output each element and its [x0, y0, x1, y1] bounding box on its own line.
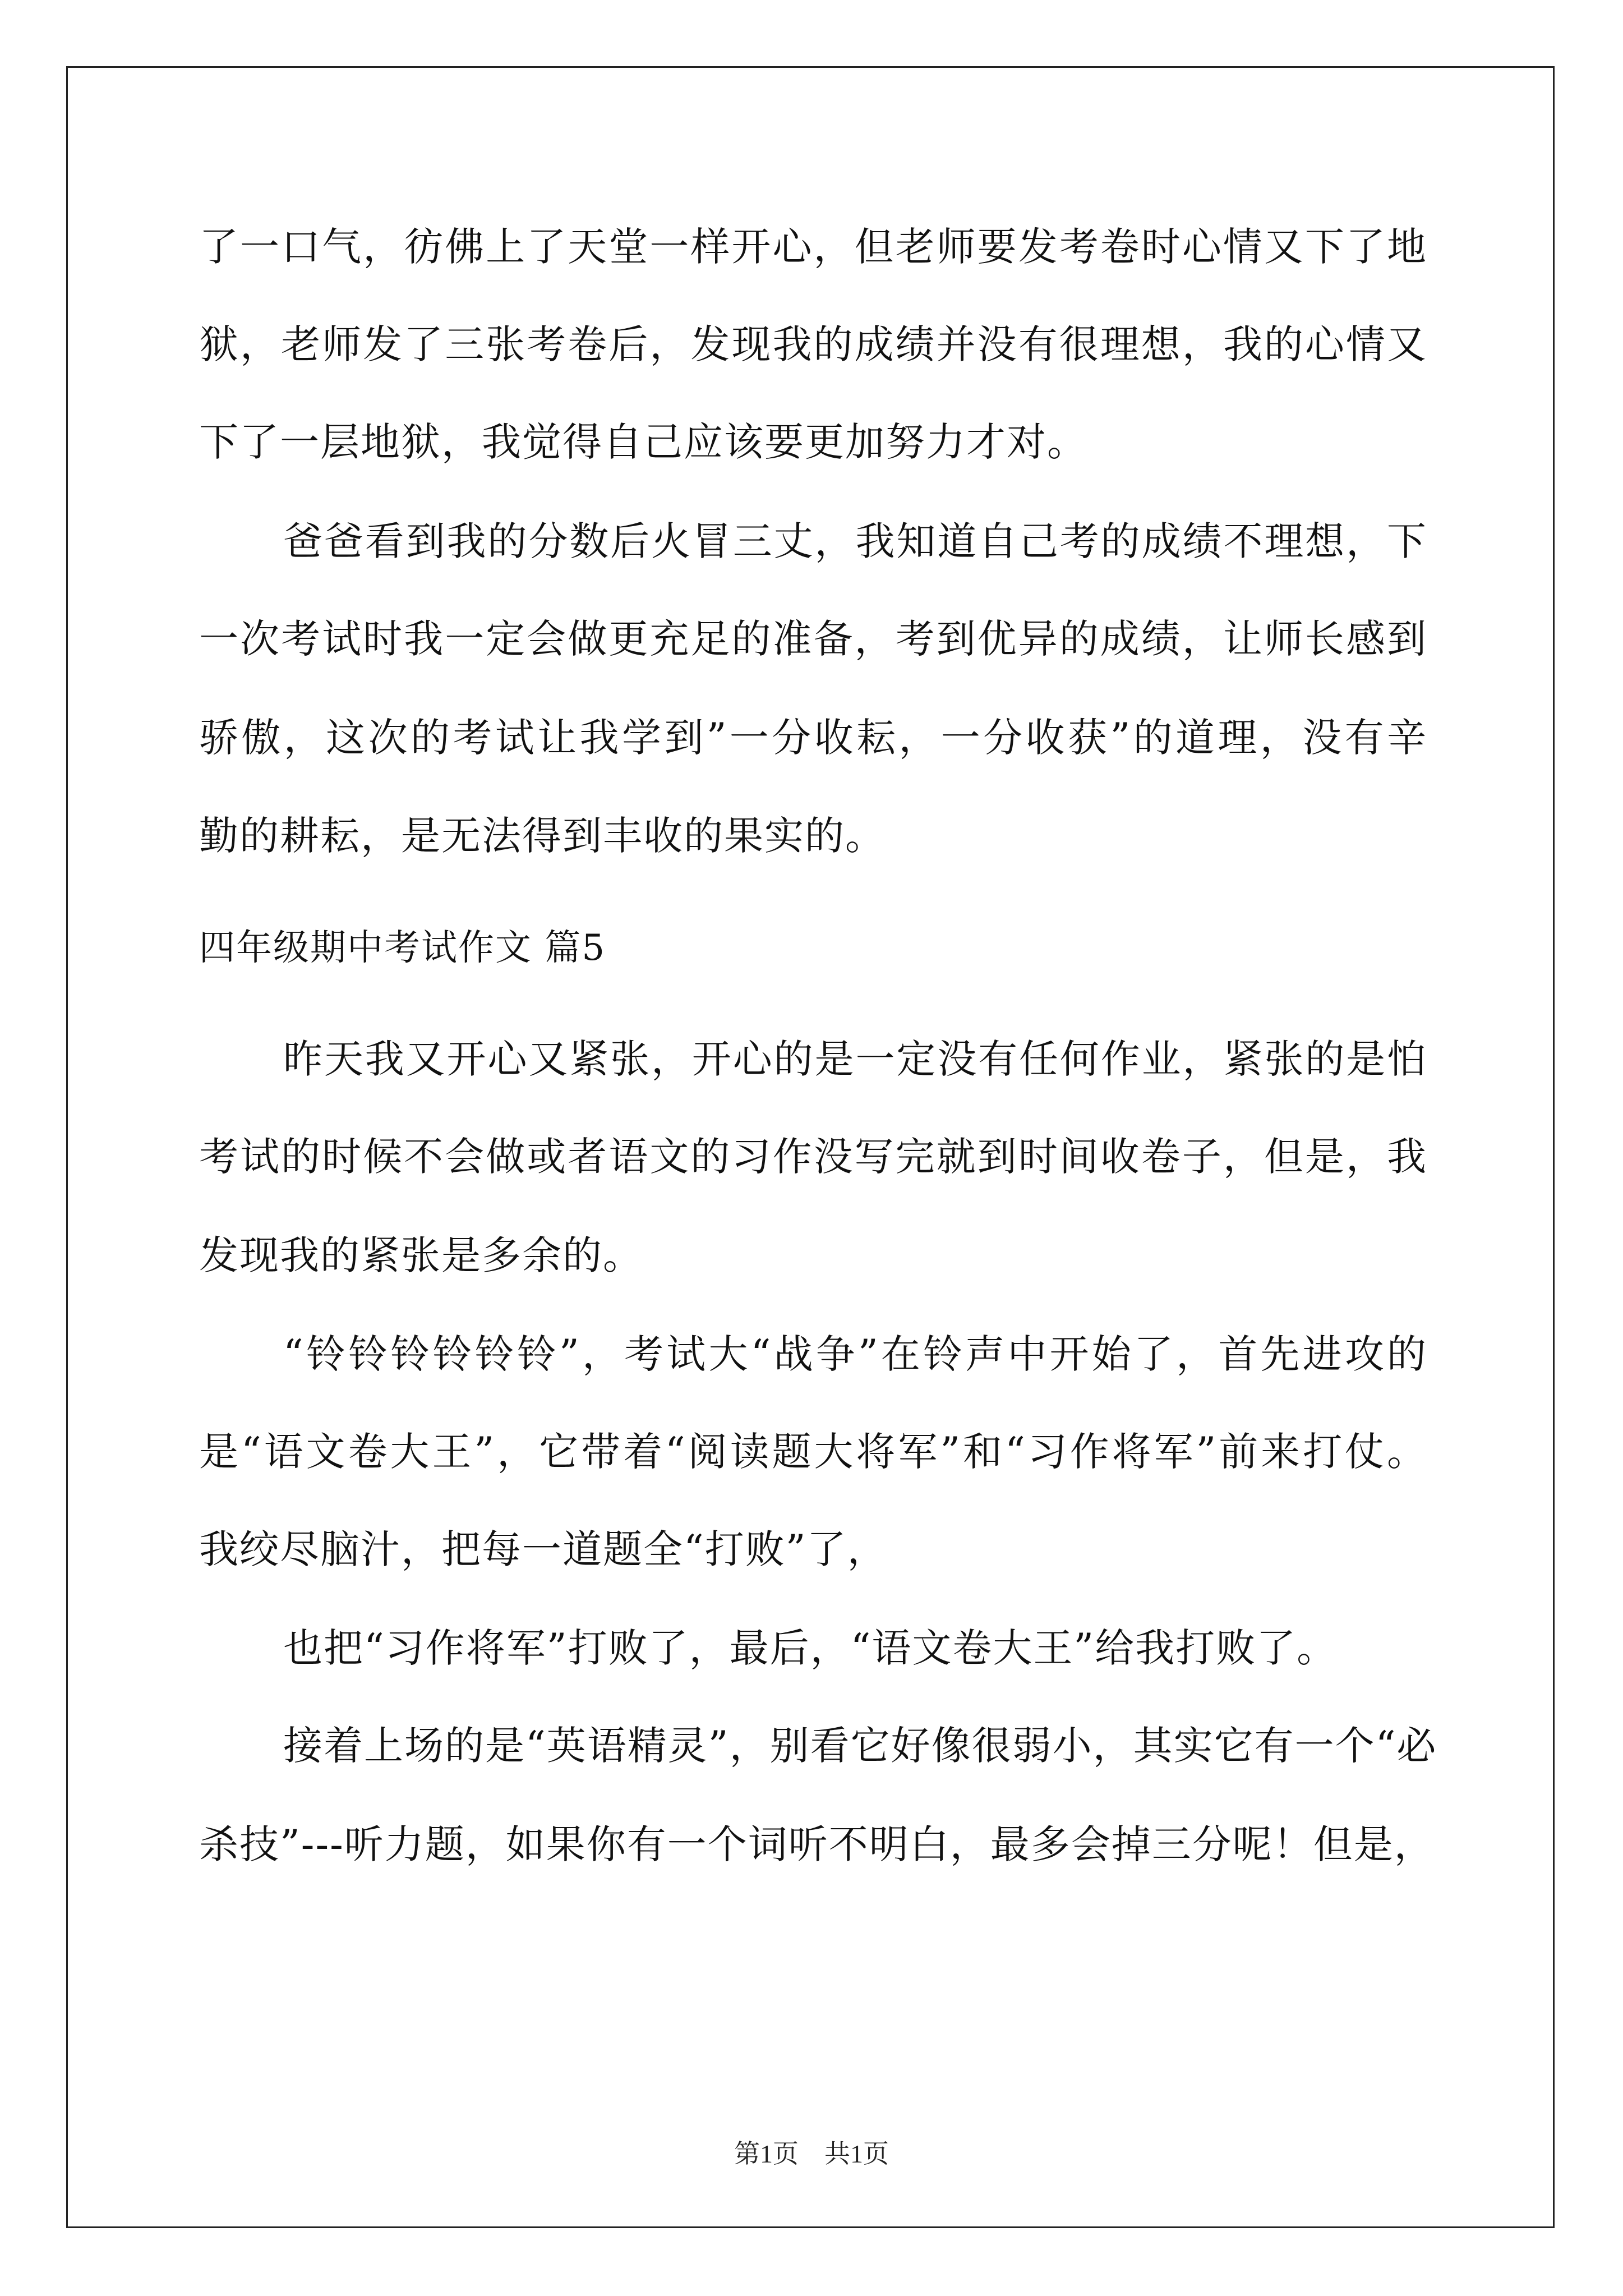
page-footer: [0, 2137, 1623, 2171]
text-line: 勤的耕耘，是无法得到丰收的果实的。: [199, 813, 886, 859]
text-line: 了一口气，彷佛上了天堂一样开心，但老师要发考卷时心情又下了地: [199, 224, 1427, 270]
text-line: 考试的时候不会做或者语文的习作没写完就到时间收卷子，但是，我: [199, 1134, 1427, 1180]
text-line: 下了一层地狱，我觉得自己应该要更加努力才对。: [199, 419, 1087, 465]
paragraph-first-line: 爸爸看到我的分数后火冒三丈，我知道自己考的成绩不理想，下: [283, 518, 1427, 564]
page-total: 共1页: [824, 2139, 889, 2168]
paragraph-first-line: 接着上场的是“英语精灵”，别看它好像很弱小，其实它有一个“必: [283, 1723, 1437, 1769]
page-number: 第1页: [734, 2139, 799, 2168]
section-heading: 四年级期中考试作文 篇5: [199, 927, 606, 969]
paragraph-first-line: 也把“习作将军”打败了，最后，“语文卷大王”给我打败了。: [283, 1625, 1338, 1671]
text-line: 一次考试时我一定会做更充足的准备，考到优异的成绩，让师长感到: [199, 616, 1427, 662]
text-line: 是“语文卷大王”，它带着“阅读题大将军”和“习作将军”前来打仗。: [199, 1429, 1427, 1475]
paragraph-first-line: “铃铃铃铃铃铃”，考试大“战争”在铃声中开始了，首先进攻的: [283, 1331, 1427, 1377]
text-line: 狱，老师发了三张考卷后，发现我的成绩并没有很理想，我的心情又: [199, 321, 1427, 367]
text-line: 发现我的紧张是多余的。: [199, 1232, 643, 1278]
text-line: 杀技”---听力题，如果你有一个词听不明白，最多会掉三分呢！但是，: [199, 1821, 1435, 1867]
text-line: 我绞尽脑汁，把每一道题全“打败”了，: [199, 1526, 888, 1572]
text-line: 骄傲，这次的考试让我学到”一分收耘，一分收获”的道理，没有辛: [199, 715, 1427, 761]
paragraph-first-line: 昨天我又开心又紧张，开心的是一定没有任何作业，紧张的是怕: [283, 1036, 1427, 1082]
